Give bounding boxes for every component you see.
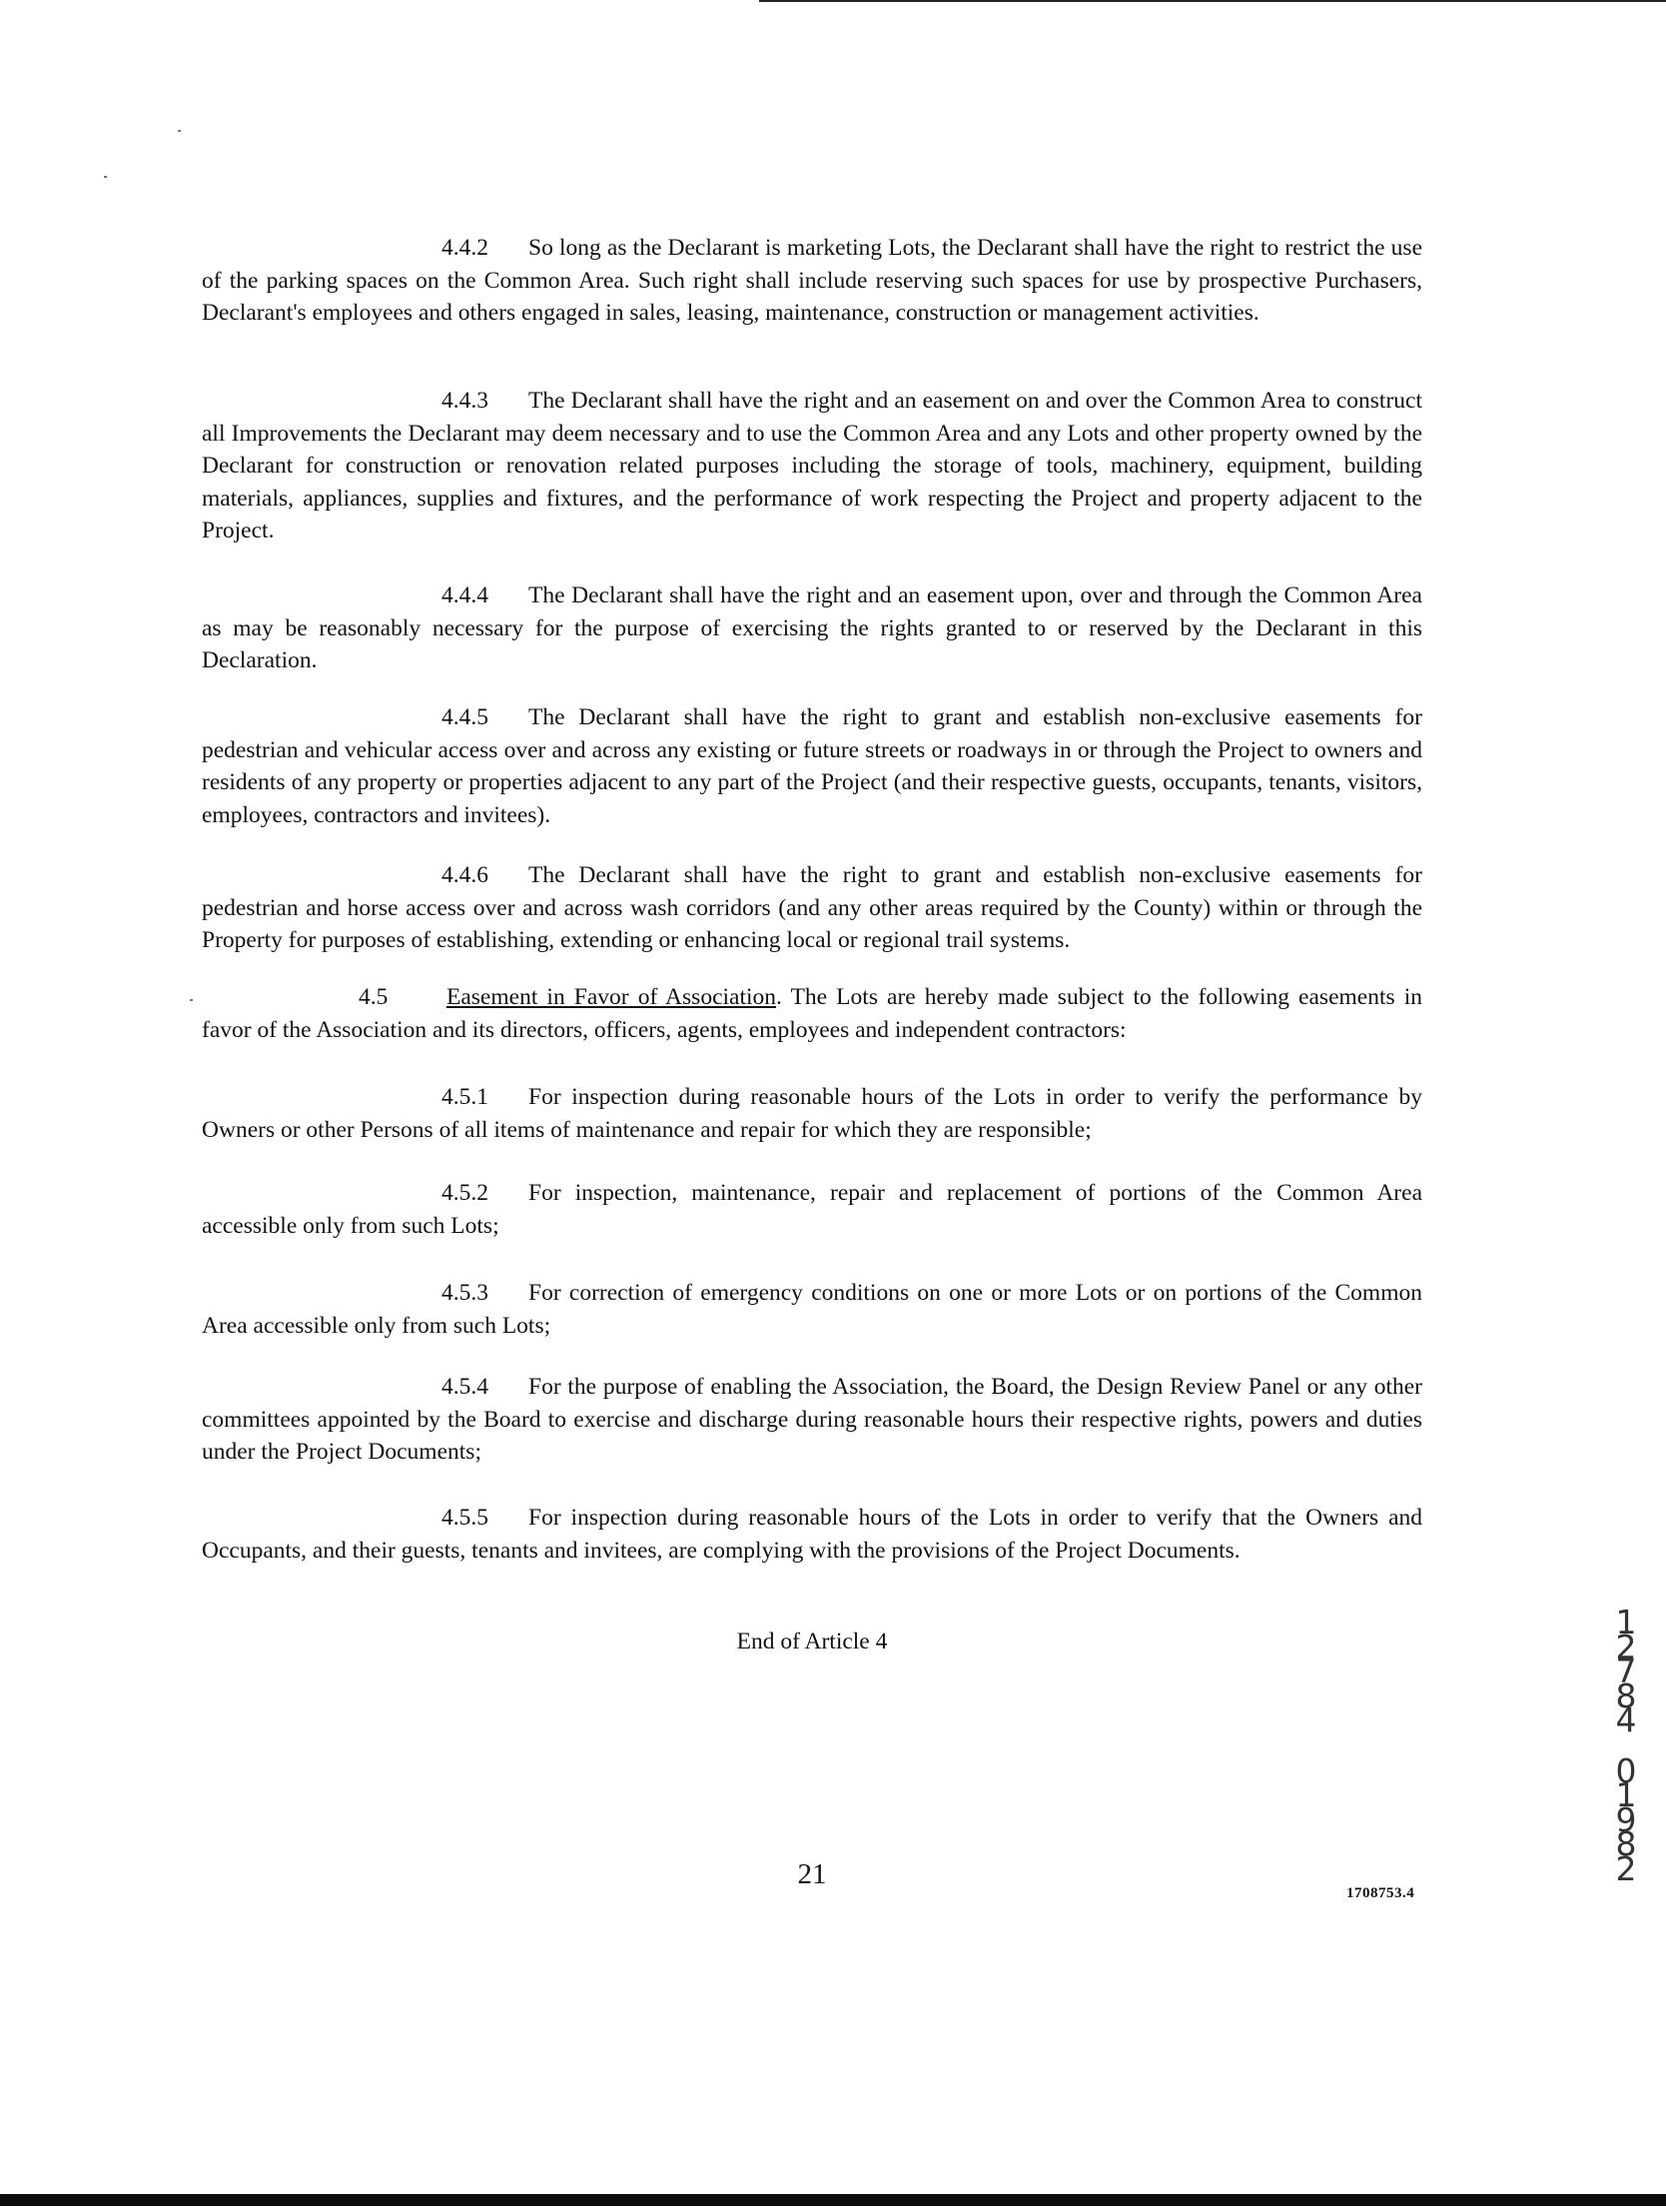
- paragraph-4-5-4: [202, 1371, 1422, 1469]
- paragraph-text: For inspection during reasonable hours of the Lots in order to verify that the Owners and Occupants, and their guests, tenants and invitees, are complying with the provisions of the Project Documents.: [202, 1505, 1422, 1564]
- section-number: 4.5.1: [441, 1084, 488, 1110]
- top-scan-rule: [759, 0, 1666, 2]
- paragraph-text: The Declarant shall have the right to grant and establish non-exclusive easements for pedestrian and horse access over and across wash corridors (and any other areas required by the County) within or through the Property for purposes of establishing, extending or enhancing local or regional trail systems.: [202, 862, 1422, 953]
- section-number: 4.5.2: [441, 1180, 488, 1206]
- paragraph-text: For inspection, maintenance, repair and replacement of portions of the Common Area accessible only from such Lots;: [202, 1180, 1422, 1239]
- paragraph-4-5-5: [202, 1502, 1422, 1567]
- recording-number-part1: 12784: [1615, 1603, 1637, 1739]
- section-number: 4.4.5: [441, 704, 488, 730]
- paragraph-4-5-1: [202, 1081, 1422, 1146]
- paragraph-text: The Declarant shall have the right and an easement upon, over and through the Common Area as may be reasonably necessary for the purpose of exercising the rights granted to or reserved by the Declarant in this Declaration.: [202, 582, 1422, 673]
- paragraph-4-4-6: [202, 859, 1422, 957]
- section-number: 4.4.2: [441, 235, 488, 261]
- paragraph-4-4-4: [202, 579, 1422, 677]
- section-number: 4.5.3: [441, 1280, 488, 1306]
- paragraph-4-4-3: [202, 385, 1422, 548]
- section-number: 4.5: [359, 984, 389, 1010]
- section-number: 4.4.3: [441, 388, 488, 414]
- paragraph-4-5: [202, 981, 1422, 1046]
- section-heading: Easement in Favor of Association: [446, 984, 777, 1010]
- paragraph-text: The Declarant shall have the right and an easement on and over the Common Area to construct all Improvements the Declarant may deem necessary and to use the Common Area and any Lots and other property owned by the Declarant for construction or renovation related purposes including the storage of tools, machinery, equipment, building materials, appliances, supplies and fixtures, and the performance of work respecting the Project and property adjacent to the Project.: [202, 388, 1422, 544]
- scan-speck: [104, 176, 107, 178]
- paragraph-4-4-5: [202, 701, 1422, 831]
- paragraph-text: For inspection during reasonable hours of the Lots in order to verify the performance by Owners or other Persons of all items of maintenance and repair for which they are responsible;: [202, 1084, 1422, 1143]
- paragraph-4-5-2: [202, 1177, 1422, 1242]
- paragraph-text: For correction of emergency conditions on one or more Lots or on portions of the Common Area accessible only from such Lots;: [202, 1280, 1422, 1339]
- page-number: 21: [797, 1858, 827, 1890]
- paragraph-4-4-2: [202, 232, 1422, 330]
- paragraph-text: So long as the Declarant is marketing Lots, the Declarant shall have the right to restrict the use of the parking spaces on the Common Area. Such right shall include reserving such spaces for use by prospective Purchasers, Declarant's employees and others engaged in sales, leasing, maintenance, construction or management activities.: [202, 235, 1422, 326]
- paragraph-text: . The Lots are hereby made subject to the following easements in favor of the Association and its directors, officers, agents, employees and independent contractors:: [202, 984, 1422, 1043]
- section-number: 4.4.6: [441, 862, 488, 888]
- bottom-scan-edge: [0, 2194, 1666, 2206]
- paragraph-text: The Declarant shall have the right to grant and establish non-exclusive easements for pedestrian and vehicular access over and across any existing or future streets or roadways in or through the Project to owners and residents of any property or properties adjacent to any part of the Project (and their respective guests, occupants, tenants, visitors, employees, contractors and invitees).: [202, 704, 1422, 828]
- paragraph-text: For the purpose of enabling the Association, the Board, the Design Review Panel or any other committees appointed by the Board to exercise and discharge during reasonable hours their respective rights, powers and duties under the Project Documents;: [202, 1374, 1422, 1465]
- scan-speck: [190, 999, 193, 1001]
- section-number: 4.5.4: [441, 1374, 488, 1400]
- end-of-article: End of Article 4: [736, 1629, 888, 1655]
- section-number: 4.4.4: [441, 582, 488, 608]
- recording-number-part2: 01982: [1615, 1750, 1637, 1888]
- recording-number-stamp: [1606, 1603, 1646, 1888]
- document-id: 1708753.4: [1346, 1885, 1415, 1901]
- paragraph-4-5-3: [202, 1277, 1422, 1342]
- scan-speck: [178, 130, 181, 132]
- section-number: 4.5.5: [441, 1505, 488, 1531]
